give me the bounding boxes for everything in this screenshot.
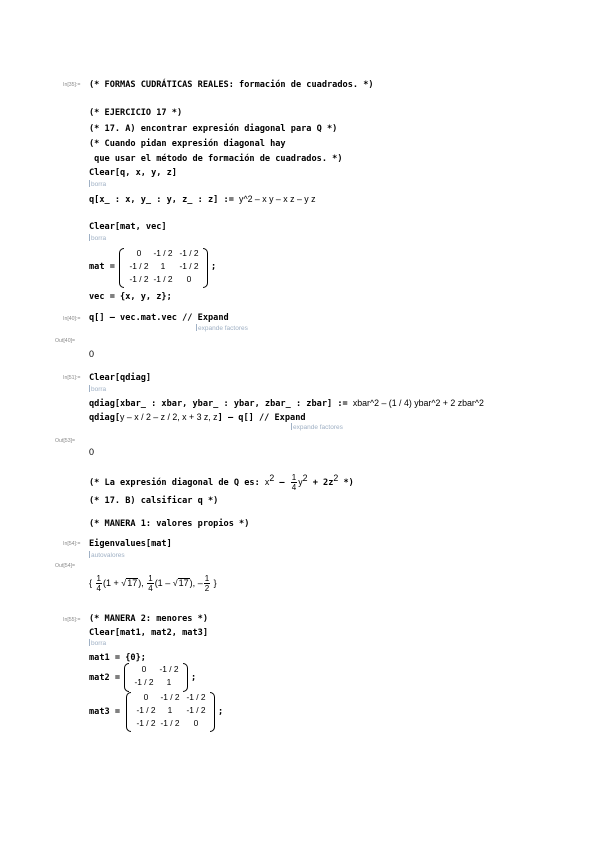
matrix-cell: -1 / 2 <box>179 248 199 258</box>
suggestion-hint[interactable]: borra <box>91 235 107 242</box>
numerator: 1 <box>204 574 210 584</box>
comment-line[interactable]: (* Cuando pidan expresión diagonal hay <box>89 139 286 149</box>
comment-line[interactable]: (* 17. A) encontrar expresión diagonal para Q *) <box>89 124 338 134</box>
comment-text: (* La expresión diagonal de Q es: <box>89 478 265 488</box>
term: ), <box>189 578 196 588</box>
code-line[interactable]: Clear[mat, vec] <box>89 222 167 232</box>
denominator: 2 <box>204 584 210 594</box>
matrix-cell: 1 <box>167 705 173 715</box>
input-label: In[51]:= <box>63 375 81 381</box>
input-label: In[55]:= <box>63 617 81 623</box>
exponent: 2 <box>333 473 339 484</box>
input-label: In[54]:= <box>63 541 81 547</box>
operator: + 2z <box>307 478 334 488</box>
suggestion-hint[interactable]: borra <box>91 640 107 647</box>
comment-line[interactable]: (* MANERA 2: menores *) <box>89 614 208 624</box>
comment-line[interactable] <box>89 473 354 492</box>
matrix-cell: -1 / 2 <box>186 692 206 702</box>
left-paren <box>126 692 131 732</box>
denominator: 4 <box>96 584 101 594</box>
output-label: Out[53]= <box>55 438 76 444</box>
input-label: In[40]:= <box>63 316 81 322</box>
right-paren <box>183 663 188 692</box>
eigenvalues-output <box>89 568 217 598</box>
term: ), <box>138 578 144 588</box>
matrix-label: mat3 = <box>89 707 126 717</box>
brace: { <box>89 578 93 588</box>
output-label: Out[40]= <box>55 338 76 344</box>
matrix-cell: 0 <box>143 692 149 702</box>
sqrt-icon: √ <box>172 578 178 588</box>
definition-rhs: xbar^2 – (1 / 4) ybar^2 + 2 zbar^2 <box>352 398 484 408</box>
comment-line[interactable]: (* FORMAS CUDRÁTICAS REALES: formación de cuadrados. *) <box>89 80 374 90</box>
definition-rhs: y^2 – x y – x z – y z <box>239 194 316 204</box>
matrix-cell: -1 / 2 <box>153 274 173 284</box>
comment-line[interactable]: que usar el método de formación de cuadrados. *) <box>89 154 343 164</box>
matrix-cell: -1 / 2 <box>160 718 180 728</box>
numerator: 1 <box>291 473 297 482</box>
radicand: 17 <box>178 578 189 588</box>
output-value: 0 <box>89 447 95 457</box>
sqrt-icon: √ <box>121 578 127 588</box>
var-y: y <box>298 477 303 487</box>
code-line[interactable]: mat1 = {0}; <box>89 653 146 663</box>
suggestion-hint[interactable]: autovalores <box>91 552 125 559</box>
definition-lhs: qdiag[xbar_ : xbar, ybar_ : ybar, zbar_ : zbar] := <box>89 399 353 409</box>
operator: – <box>274 478 290 488</box>
call-args: y – x / 2 – z / 2, x + 3 z, z <box>120 412 218 422</box>
var-x: x <box>264 477 270 487</box>
numerator: 1 <box>96 574 101 584</box>
left-paren <box>124 663 129 692</box>
matrix-cell: -1 / 2 <box>153 248 173 258</box>
matrix-cell: -1 / 2 <box>136 718 156 728</box>
matrix-cell: -1 / 2 <box>186 705 206 715</box>
matrix-cell: -1 / 2 <box>134 677 154 687</box>
fraction <box>147 574 153 593</box>
matrix-label: mat = <box>89 262 121 272</box>
operator: – <box>197 578 203 588</box>
semicolon: ; <box>191 673 197 683</box>
right-paren <box>210 692 215 732</box>
matrix-cell: 1 <box>166 677 172 687</box>
code-line[interactable] <box>89 194 316 206</box>
exponent: 2 <box>269 473 275 484</box>
exponent: 2 <box>302 473 308 484</box>
matrix-cell: 1 <box>160 261 166 271</box>
matrix-cell: -1 / 2 <box>129 261 149 271</box>
matrix-cell: -1 / 2 <box>159 664 179 674</box>
code-line[interactable] <box>89 398 484 410</box>
numerator: 1 <box>148 574 153 584</box>
comment-text: *) <box>338 478 354 488</box>
comment-line[interactable]: (* 17. B) calsificar q *) <box>89 496 219 506</box>
matrix-cell: 0 <box>136 248 142 258</box>
matrix-cell: 0 <box>193 718 199 728</box>
matrix-cell: 0 <box>141 664 147 674</box>
denominator: 4 <box>291 483 297 492</box>
code-line[interactable]: Eigenvalues[mat] <box>89 539 172 549</box>
code-line[interactable]: Clear[qdiag] <box>89 373 152 383</box>
code-line[interactable]: Clear[mat1, mat2, mat3] <box>89 628 208 638</box>
call-head: qdiag[ <box>89 413 121 423</box>
denominator: 4 <box>148 584 153 594</box>
code-line[interactable]: q[] – vec.mat.vec // Expand <box>89 313 229 323</box>
radicand: 17 <box>127 578 138 588</box>
semicolon: ; <box>211 262 217 272</box>
matrix-cell: 0 <box>186 274 192 284</box>
code-line[interactable] <box>89 412 306 424</box>
definition-lhs: q[x_ : x, y_ : y, z_ : z] := <box>89 195 240 205</box>
matrix-cell: -1 / 2 <box>179 261 199 271</box>
input-label: In[35]:= <box>63 82 81 88</box>
term: (1 – <box>154 578 173 588</box>
suggestion-hint[interactable]: expande factores <box>198 325 248 332</box>
output-label: Out[54]= <box>55 563 76 569</box>
matrix-label: mat2 = <box>89 673 126 683</box>
semicolon: ; <box>218 707 224 717</box>
output-value: 0 <box>89 349 95 359</box>
call-tail: ] – q[] // Expand <box>217 413 306 423</box>
term: (1 + <box>102 578 122 588</box>
fraction <box>204 574 210 593</box>
suggestion-hint[interactable]: expande factores <box>293 424 343 431</box>
code-line[interactable]: vec = {x, y, z}; <box>89 292 172 302</box>
suggestion-hint[interactable]: borra <box>91 386 107 393</box>
matrix-cell: -1 / 2 <box>160 692 180 702</box>
right-paren <box>203 248 208 288</box>
left-paren <box>119 248 124 288</box>
fraction <box>96 574 102 593</box>
code-line[interactable]: Clear[q, x, y, z] <box>89 168 177 178</box>
matrix-cell: -1 / 2 <box>136 705 156 715</box>
matrix-cell: -1 / 2 <box>129 274 149 284</box>
comment-line[interactable]: (* MANERA 1: valores propios *) <box>89 519 250 529</box>
fraction <box>291 473 297 492</box>
suggestion-hint[interactable]: borra <box>91 181 107 188</box>
brace: } <box>213 578 217 588</box>
comment-line[interactable]: (* EJERCICIO 17 *) <box>89 108 183 118</box>
